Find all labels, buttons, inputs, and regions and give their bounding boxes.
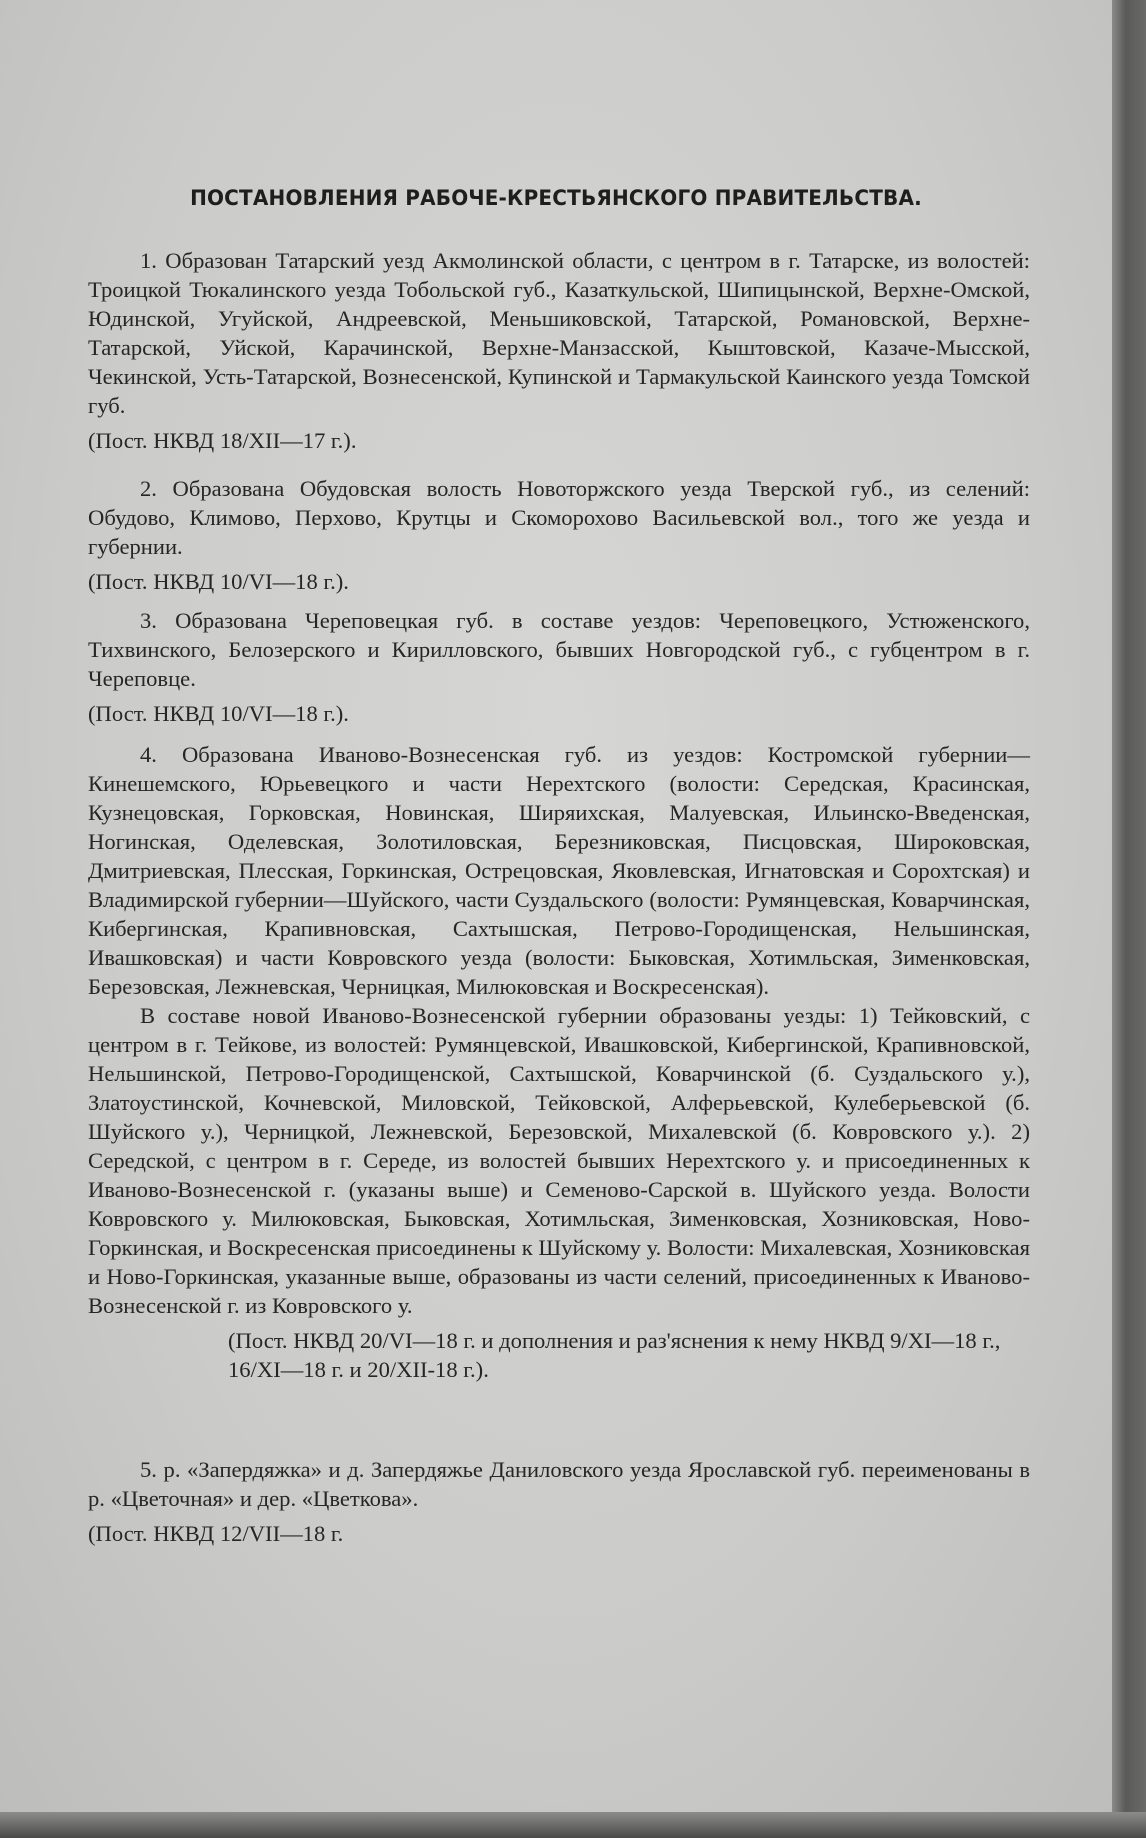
- decree-3: [88, 606, 1030, 728]
- decree-3-citation: (Пост. НКВД 10/VI—18 г.).: [88, 701, 349, 726]
- decree-5: [88, 1455, 1030, 1548]
- page-title: ПОСТАНОВЛЕНИЯ РАБОЧЕ-КРЕСТЬЯНСКОГО ПРАВИТЕЛЬСТВА.: [190, 186, 922, 211]
- decree-5-text: 5. р. «Запердяжка» и д. Запердяжье Даниловского уезда Ярославской губ. переименованы в р. «Цветочная» и дер. «Цветкова».: [88, 1457, 1030, 1511]
- decree-1: [88, 246, 1030, 455]
- decree-4-continuation: В составе новой Иваново-Вознесенской губернии образованы уезды: 1) Тейковский, с центром в г. Тейкове, из волостей: Румянцевской, Ивашковской, Кибергинской, Крапивновской, Нельшинской, Петрово-Городищенской, Сахтышской, Коварчинской (б. Суздальского у.), Златоустинской, Кочневской, Миловской, Тейковской, Алферьевской, Кулеберьевской (б. Шуйского у.), Черницкой, Лежневской, Березовской, Михалевской (б. Ковровского у.). 2) Середской, с центром в г. Середе, из волостей бывших Нерехтского у. и присоединенных к Иваново-Вознесенской г. (указаны выше) и Семеново-Сарской в. Шуйского уезда. Волости Ковровского у. Милюковская, Быковская, Хотимльская, Зименковская, Хозниковская, Ново-Горкинская, и Воскресенская присоединены к Шуйскому у. Волости: Михалевская, Хозниковская и Ново-Горкинская, указанные выше, образованы из части селений, присоединенных к Иваново-Вознесенской г. из Ковровского у.: [88, 1003, 1030, 1318]
- decree-4: [88, 740, 1030, 1384]
- decree-2: [88, 474, 1030, 596]
- decree-1-text: 1. Образован Татарский уезд Акмолинской области, с центром в г. Татарске, из волостей: Троицкой Тюкалинского уезда Тобольской губ., Казаткульской, Шипицынской, Верхне-Омской, Юдинской, Угуйской, Андреевской, Меньшиковской, Татарской, Романовской, Верхне-Татарской, Уйской, Карачинской, Верхне-Манзасской, Кыштовской, Казаче-Мысской, Чекинской, Усть-Татарской, Вознесенской, Купинской и Тармакульской Каинского уезда Томской губ.: [88, 248, 1030, 418]
- decree-4-citation: (Пост. НКВД 20/VI—18 г. и дополнения и раз'яснения к нему НКВД 9/XI—18 г., 16/XI—18 г. и 20/XII-18 г.).: [228, 1328, 1001, 1382]
- decree-2-text: 2. Образована Обудовская волость Новоторжского уезда Тверской губ., из селений: Обудово, Климово, Перхово, Крутцы и Скоморохово Васильевской вол., того же уезда и губернии.: [88, 476, 1030, 559]
- scan-edge-right: [1112, 0, 1146, 1838]
- decree-4-text: 4. Образована Иваново-Вознесенская губ. из уездов: Костромской губернии—Кинешемского, Юрьевецкого и части Нерехтского (волости: Середская, Красинская, Кузнецовская, Горковская, Новинская, Ширяихская, Малуевская, Ильинско-Введенская, Ногинская, Оделевская, Золотиловская, Березниковская, Писцовская, Широковская, Дмитриевская, Плесская, Горкинская, Острецовская, Яковлевская, Игнатовская и Сорохтская) и Владимирской губернии—Шуйского, части Суздальского (волости: Румянцевская, Коварчинская, Кибергинская, Крапивновская, Сахтышская, Петрово-Городищенская, Нельшинская, Ивашковская) и части Ковровского уезда (волости: Быковская, Хотимльская, Зименковская, Березовская, Лежневская, Черницкая, Милюковская и Воскресенская).: [88, 742, 1030, 999]
- decree-5-citation: (Пост. НКВД 12/VII—18 г.: [88, 1521, 344, 1546]
- decree-1-citation: (Пост. НКВД 18/XII—17 г.).: [88, 428, 357, 453]
- decree-2-citation: (Пост. НКВД 10/VI—18 г.).: [88, 569, 349, 594]
- decree-3-text: 3. Образована Череповецкая губ. в составе уездов: Череповецкого, Устюженского, Тихвинского, Белозерского и Кирилловского, бывших Новгородской губ., с губцентром в г. Череповце.: [88, 608, 1030, 691]
- scan-edge-bottom: [0, 1812, 1146, 1838]
